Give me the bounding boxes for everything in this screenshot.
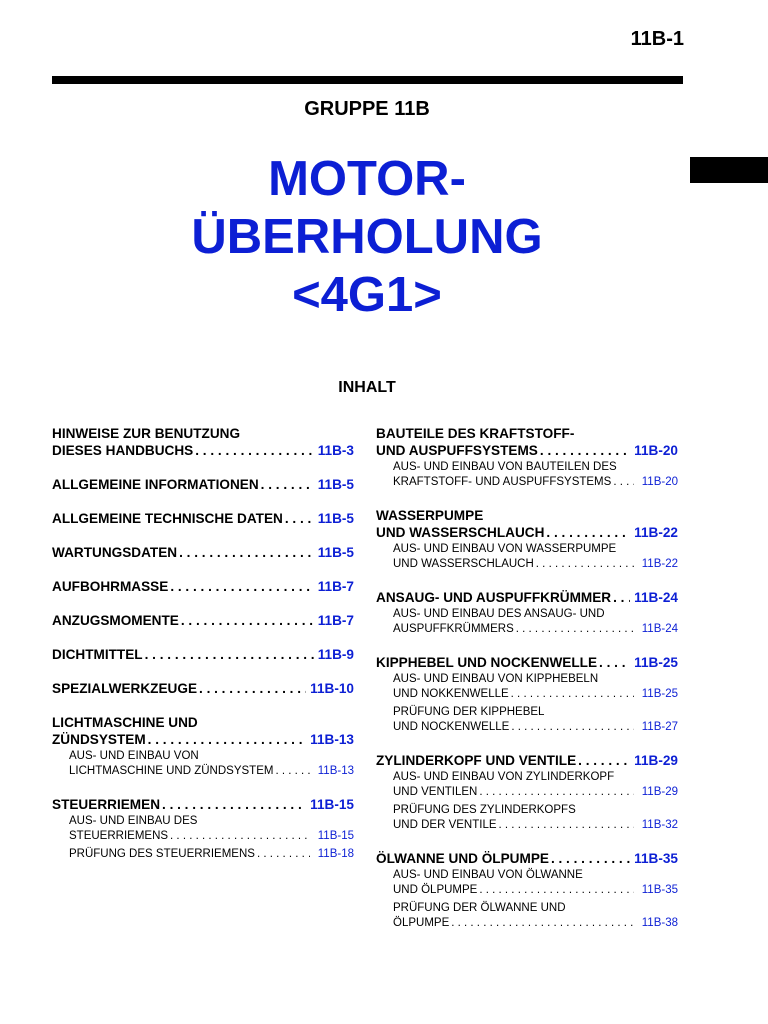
toc-entry[interactable]: [376, 850, 678, 931]
toc-entry-title: ANSAUG- UND AUSPUFFKRÜMMER: [376, 590, 612, 605]
dot-leader: [162, 796, 306, 813]
dot-leader: [195, 442, 313, 459]
toc-page-link[interactable]: 11B-29: [641, 786, 678, 798]
dot-leader: [199, 680, 306, 697]
dot-leader: [499, 818, 634, 833]
toc-subentry[interactable]: [376, 901, 678, 931]
dot-leader: [546, 524, 630, 541]
toc-entry-title: ANZUGSMOMENTE: [52, 613, 179, 628]
toc-entry[interactable]: [376, 752, 678, 833]
toc-page-link[interactable]: 11B-3: [317, 443, 354, 458]
toc-subentries: [376, 868, 678, 931]
toc-subentry[interactable]: [376, 542, 678, 572]
dot-leader: [599, 654, 630, 671]
toc-subentry-line: [393, 557, 678, 572]
toc-entry-title: BAUTEILE DES KRAFTSTOFF-: [376, 426, 575, 441]
toc-entry-title: SPEZIALWERKZEUGE: [52, 681, 198, 696]
toc-entry-title: UND WASSERSCHLAUCH: [376, 525, 545, 540]
toc-page-link[interactable]: 11B-35: [634, 851, 678, 866]
toc-entry[interactable]: [52, 510, 354, 527]
dot-leader: [479, 785, 633, 800]
dot-leader: [613, 589, 630, 606]
toc-entry-title: LICHTMASCHINE UND: [52, 715, 198, 730]
toc-page-link[interactable]: 11B-13: [317, 765, 354, 777]
toc-subentry[interactable]: [52, 847, 354, 862]
toc-entry-line: [52, 646, 354, 663]
dot-leader: [451, 916, 634, 931]
toc-entry-line: [376, 442, 678, 459]
toc-entry-line: [52, 510, 354, 527]
toc-subentry-title: PRÜFUNG DER KIPPHEBEL: [393, 706, 545, 718]
toc-page-link[interactable]: 11B-15: [317, 830, 354, 842]
dot-leader: [285, 510, 314, 527]
toc-subentry[interactable]: [376, 672, 678, 702]
toc-subentry[interactable]: [376, 770, 678, 800]
toc-subentry[interactable]: [52, 749, 354, 779]
toc-page-link[interactable]: 11B-25: [634, 655, 678, 670]
toc-page-link[interactable]: 11B-24: [641, 623, 678, 635]
toc-subentry-title: AUS- UND EINBAU VON BAUTEILEN DES: [393, 461, 617, 473]
toc-subentry-title: AUS- UND EINBAU DES ANSAUG- UND: [393, 608, 605, 620]
toc-entry-title: AUFBOHRMASSE: [52, 579, 169, 594]
toc-subentry-line: [393, 475, 678, 490]
toc-subentry-title: UND NOCKENWELLE: [393, 721, 510, 733]
toc-subentries: [376, 607, 678, 637]
toc-entry-title: ZÜNDSYSTEM: [52, 732, 146, 747]
toc-page-link[interactable]: 11B-25: [641, 688, 678, 700]
toc-subentry-title: AUS- UND EINBAU VON KIPPHEBELN: [393, 673, 599, 685]
dot-leader: [479, 883, 633, 898]
toc-subentry[interactable]: [376, 705, 678, 735]
toc-subentry[interactable]: [376, 607, 678, 637]
toc-entry-line: [52, 442, 354, 459]
toc-page-link[interactable]: 11B-20: [641, 476, 678, 488]
toc-subentry-line: [393, 622, 678, 637]
toc-entry[interactable]: [52, 544, 354, 561]
toc-entry-title: STEUERRIEMEN: [52, 797, 161, 812]
toc-entry[interactable]: [52, 476, 354, 493]
toc-subentries: [376, 672, 678, 735]
toc-page-link[interactable]: 11B-5: [317, 477, 354, 492]
toc-page-link[interactable]: 11B-27: [641, 721, 678, 733]
toc-subentries: [52, 814, 354, 862]
toc-page-link[interactable]: 11B-9: [317, 647, 354, 662]
toc-entry-line: [52, 612, 354, 629]
dot-leader: [613, 475, 633, 490]
toc-entry-line: [376, 589, 678, 606]
toc-subentry-title: PRÜFUNG DES STEUERRIEMENS: [69, 848, 255, 860]
toc-entry-title: HINWEISE ZUR BENUTZUNG: [52, 426, 241, 441]
toc-entry-line: [52, 578, 354, 595]
dot-leader: [578, 752, 630, 769]
toc-subentry-title: AUS- UND EINBAU VON WASSERPUMPE: [393, 543, 617, 555]
toc-right-column: [376, 425, 678, 948]
toc-page-link[interactable]: 11B-7: [317, 579, 354, 594]
toc-subentry-line: [69, 764, 354, 779]
toc-entry[interactable]: [52, 425, 354, 459]
header-rule: [52, 76, 683, 84]
toc-subentry-line: [69, 847, 354, 862]
toc-subentry-title: UND DER VENTILE: [393, 819, 497, 831]
toc-page-link[interactable]: 11B-5: [317, 511, 354, 526]
toc-entry-line: [52, 731, 354, 748]
toc-subentry-title: AUS- UND EINBAU DES: [69, 815, 198, 827]
toc-subentry-title: KRAFTSTOFF- UND AUSPUFFSYSTEMS: [393, 476, 612, 488]
toc-entry-line: [52, 680, 354, 697]
dot-leader: [536, 557, 634, 572]
dot-leader: [516, 622, 634, 637]
toc-entry[interactable]: [376, 507, 678, 572]
toc-entry-title: ALLGEMEINE INFORMATIONEN: [52, 477, 259, 492]
toc-entry-title: ÖLWANNE UND ÖLPUMPE: [376, 851, 549, 866]
toc-subentry-title: AUS- UND EINBAU VON ZYLINDERKOPF: [393, 771, 615, 783]
toc-entry[interactable]: [376, 654, 678, 735]
dot-leader: [179, 544, 314, 561]
toc-subentry-title: LICHTMASCHINE UND ZÜNDSYSTEM: [69, 765, 274, 777]
toc-subentry-line: [393, 916, 678, 931]
dot-leader: [170, 829, 310, 844]
toc-subentry-title: UND WASSERSCHLAUCH: [393, 558, 534, 570]
dot-leader: [148, 731, 307, 748]
toc-subentry-title: ÖLPUMPE: [393, 917, 450, 929]
toc-subentries: [376, 770, 678, 833]
toc-subentry[interactable]: [52, 814, 354, 844]
toc-page-link[interactable]: 11B-10: [310, 681, 354, 696]
toc-subentry-line: [393, 720, 678, 735]
dot-leader: [145, 646, 314, 663]
toc-entry-title: DICHTMITTEL: [52, 647, 143, 662]
dot-leader: [511, 687, 634, 702]
toc-subentries: [376, 460, 678, 490]
toc-entry[interactable]: [52, 680, 354, 697]
toc-page-link[interactable]: 11B-5: [317, 545, 354, 560]
toc-page-link[interactable]: 11B-22: [634, 525, 678, 540]
toc-entry[interactable]: [376, 589, 678, 637]
toc-subentry-line: [393, 883, 678, 898]
toc-subentries: [376, 542, 678, 572]
toc-subentry-title: AUSPUFFKRÜMMERS: [393, 623, 514, 635]
toc-page-link[interactable]: 11B-13: [310, 732, 354, 747]
toc-entry-title: KIPPHEBEL UND NOCKENWELLE: [376, 655, 598, 670]
dot-leader: [511, 720, 633, 735]
toc-page-link[interactable]: 11B-29: [634, 753, 678, 768]
toc-entry-title: DIESES HANDBUCHS: [52, 443, 194, 458]
toc-page-link[interactable]: 11B-15: [310, 797, 354, 812]
toc-subentry-title: UND VENTILEN: [393, 786, 478, 798]
toc-subentry-line: [393, 687, 678, 702]
toc-subentries: [52, 749, 354, 779]
toc-entry-line: [376, 752, 678, 769]
toc-entry-line: [376, 850, 678, 867]
toc-page-link[interactable]: 11B-22: [641, 558, 678, 570]
toc-page-link[interactable]: 11B-32: [641, 819, 678, 831]
dot-leader: [170, 578, 313, 595]
toc-entry[interactable]: [52, 796, 354, 862]
toc-entry-line: [376, 524, 678, 541]
toc-subentry-title: AUS- UND EINBAU VON: [69, 750, 199, 762]
toc-entry-title: ALLGEMEINE TECHNISCHE DATEN: [52, 511, 283, 526]
toc-entry[interactable]: [52, 578, 354, 595]
toc-subentry-title: STEUERRIEMENS: [69, 830, 169, 842]
toc-entry-line: [52, 476, 354, 493]
dot-leader: [540, 442, 630, 459]
page-number: 11B-1: [630, 28, 684, 50]
toc-subentry-line: [393, 785, 678, 800]
chapter-title-line: ÜBERHOLUNG: [191, 210, 543, 264]
toc-subentry[interactable]: [376, 868, 678, 898]
contents-heading: INHALT: [338, 379, 396, 396]
toc-entry-title: UND AUSPUFFSYSTEMS: [376, 443, 538, 458]
toc-entry[interactable]: [52, 714, 354, 779]
toc-subentry-title: PRÜFUNG DER ÖLWANNE UND: [393, 902, 566, 914]
toc-page-link[interactable]: 11B-35: [641, 884, 678, 896]
toc-subentry-title: UND NOKKENWELLE: [393, 688, 509, 700]
toc-subentry-title: UND ÖLPUMPE: [393, 884, 478, 896]
dot-leader: [261, 476, 314, 493]
toc-entry-title: ZYLINDERKOPF UND VENTILE: [376, 753, 577, 768]
toc-left-column: [52, 425, 354, 879]
toc-subentry-line: [69, 829, 354, 844]
chapter-title: [0, 150, 734, 324]
toc-entry-line: [52, 544, 354, 561]
toc-entry-line: [52, 796, 354, 813]
dot-leader: [275, 764, 309, 779]
toc-subentry-title: PRÜFUNG DES ZYLINDERKOPFS: [393, 804, 576, 816]
toc-entry-line: [376, 654, 678, 671]
dot-leader: [551, 850, 630, 867]
toc-entry[interactable]: [52, 612, 354, 629]
toc-subentry[interactable]: [376, 460, 678, 490]
toc-subentry-line: [393, 818, 678, 833]
toc-entry-title: WASSERPUMPE: [376, 508, 484, 523]
toc-subentry[interactable]: [376, 803, 678, 833]
toc-page-link[interactable]: 11B-7: [317, 613, 354, 628]
dot-leader: [181, 612, 314, 629]
chapter-title-line: MOTOR-: [268, 152, 466, 206]
toc-page-link[interactable]: 11B-24: [634, 590, 678, 605]
toc-page-link[interactable]: 11B-38: [641, 917, 678, 929]
toc-entry[interactable]: [52, 646, 354, 663]
toc-entry-title: WARTUNGSDATEN: [52, 545, 178, 560]
group-label: GRUPPE 11B: [304, 98, 430, 120]
toc-page-link[interactable]: 11B-20: [634, 443, 678, 458]
toc-page-link[interactable]: 11B-18: [317, 848, 354, 860]
toc-entry[interactable]: [376, 425, 678, 490]
chapter-title-line: <4G1>: [292, 268, 442, 322]
toc-subentry-title: AUS- UND EINBAU VON ÖLWANNE: [393, 869, 583, 881]
dot-leader: [257, 847, 310, 862]
